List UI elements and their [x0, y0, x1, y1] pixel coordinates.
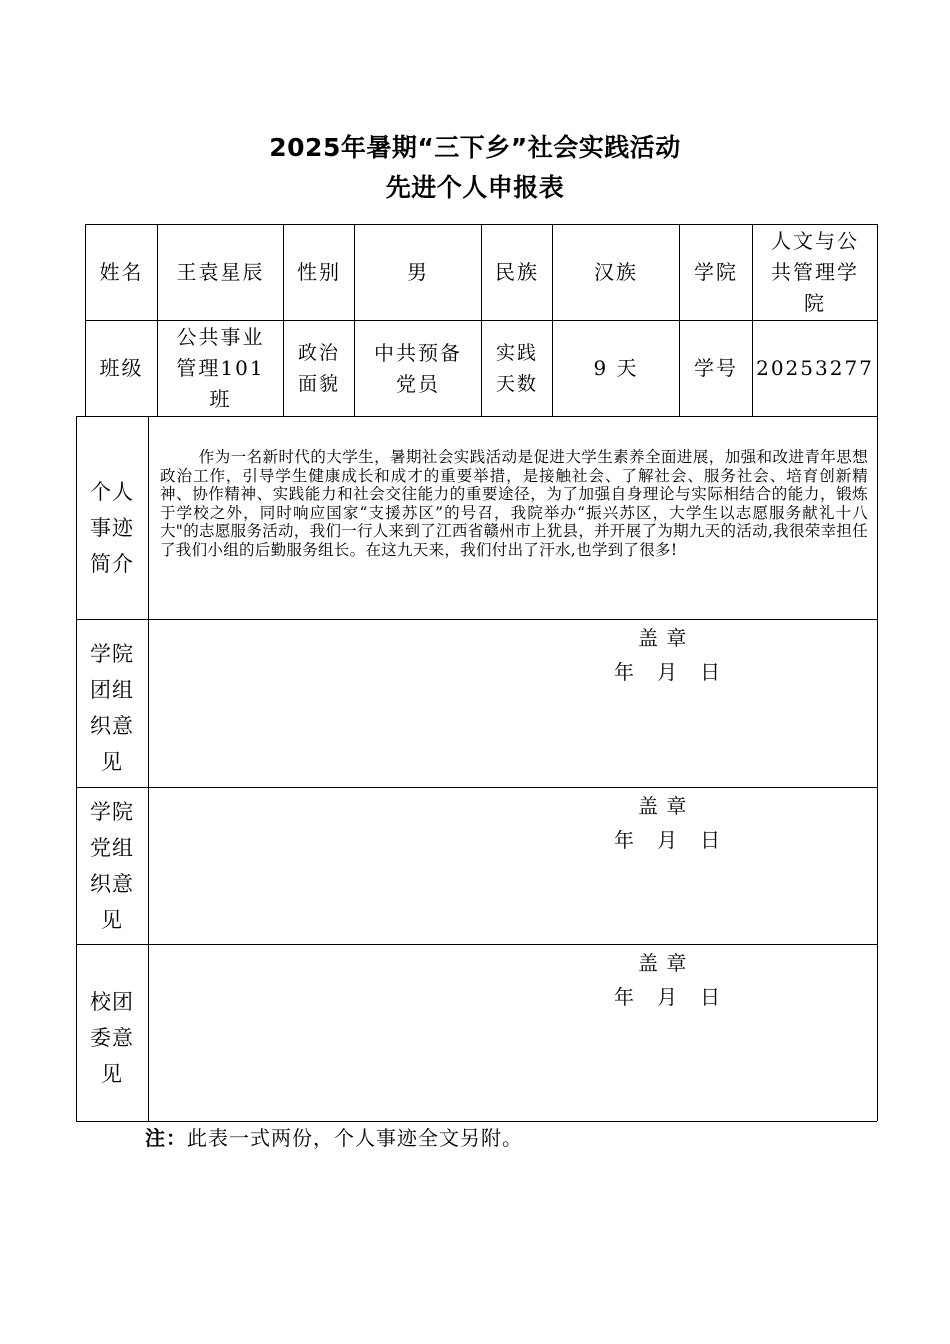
gender-value: 男 — [407, 260, 429, 284]
school-league-date: 年 月 日 — [614, 985, 722, 1009]
footnote — [145, 1122, 523, 1154]
days-label: 实践天数 — [496, 341, 539, 395]
gender-label: 性别 — [297, 260, 341, 284]
school-league-opinion-label: 校团委意见 — [90, 990, 134, 1086]
college-value: 人文与公共管理学院 — [771, 229, 859, 315]
college-party-opinion-label: 学院党组织意见 — [90, 800, 134, 932]
form-title: 2025年暑期“三下乡”社会实践活动 — [269, 133, 681, 162]
class-value: 公共事业管理101班 — [176, 325, 265, 411]
class-label: 班级 — [99, 356, 144, 380]
footnote-text: 此表一式两份，个人事迹全文另附。 — [187, 1126, 523, 1150]
student-id-value: 20253277 — [756, 356, 874, 380]
college-league-seal: 盖 章 — [638, 626, 688, 650]
name-label: 姓名 — [99, 260, 144, 284]
bio-label: 个人事迹简介 — [90, 480, 134, 576]
politics-value: 中共预备党员 — [374, 340, 462, 396]
college-label: 学院 — [694, 260, 738, 284]
form-subtitle: 先进个人申报表 — [385, 173, 565, 202]
bio-text: 作为一名新时代的大学生，暑期社会实践活动是促进大学生素养全面进展，加强和改进青年思想政治工作，引导学生健康成长和成才的重要举措，是接触社会、了解社会、服务社会、培育创新精神、协作精神、实践能力和社会交往能力的重要途径，为了加强自身理论与实际相结合的能力，锻炼于学校之外，同时响应国家“支援苏区”的号召，我院举办“振兴苏区，大学生以志愿服务献礼十八大"的志愿服务活动，我们一行人来到了江西省赣州市上犹县，并开展了为期九天的活动,我很荣幸担任了我们小组的后勤服务组长。在这九天来，我们付出了汗水,也学到了很多! — [160, 448, 868, 559]
ethnicity-value: 汉族 — [594, 260, 638, 284]
politics-label: 政治面貌 — [298, 341, 341, 395]
college-league-date: 年 月 日 — [614, 660, 722, 684]
school-league-seal: 盖 章 — [638, 951, 688, 975]
days-value: 9 天 — [593, 356, 639, 380]
name-value: 王袁星辰 — [176, 260, 265, 284]
college-party-seal: 盖 章 — [638, 794, 688, 818]
ethnicity-label: 民族 — [495, 260, 539, 284]
college-league-opinion-label: 学院团组织意见 — [90, 642, 134, 774]
student-id-label: 学号 — [694, 356, 738, 380]
footnote-prefix: 注： — [145, 1126, 187, 1150]
college-party-date: 年 月 日 — [614, 828, 722, 852]
